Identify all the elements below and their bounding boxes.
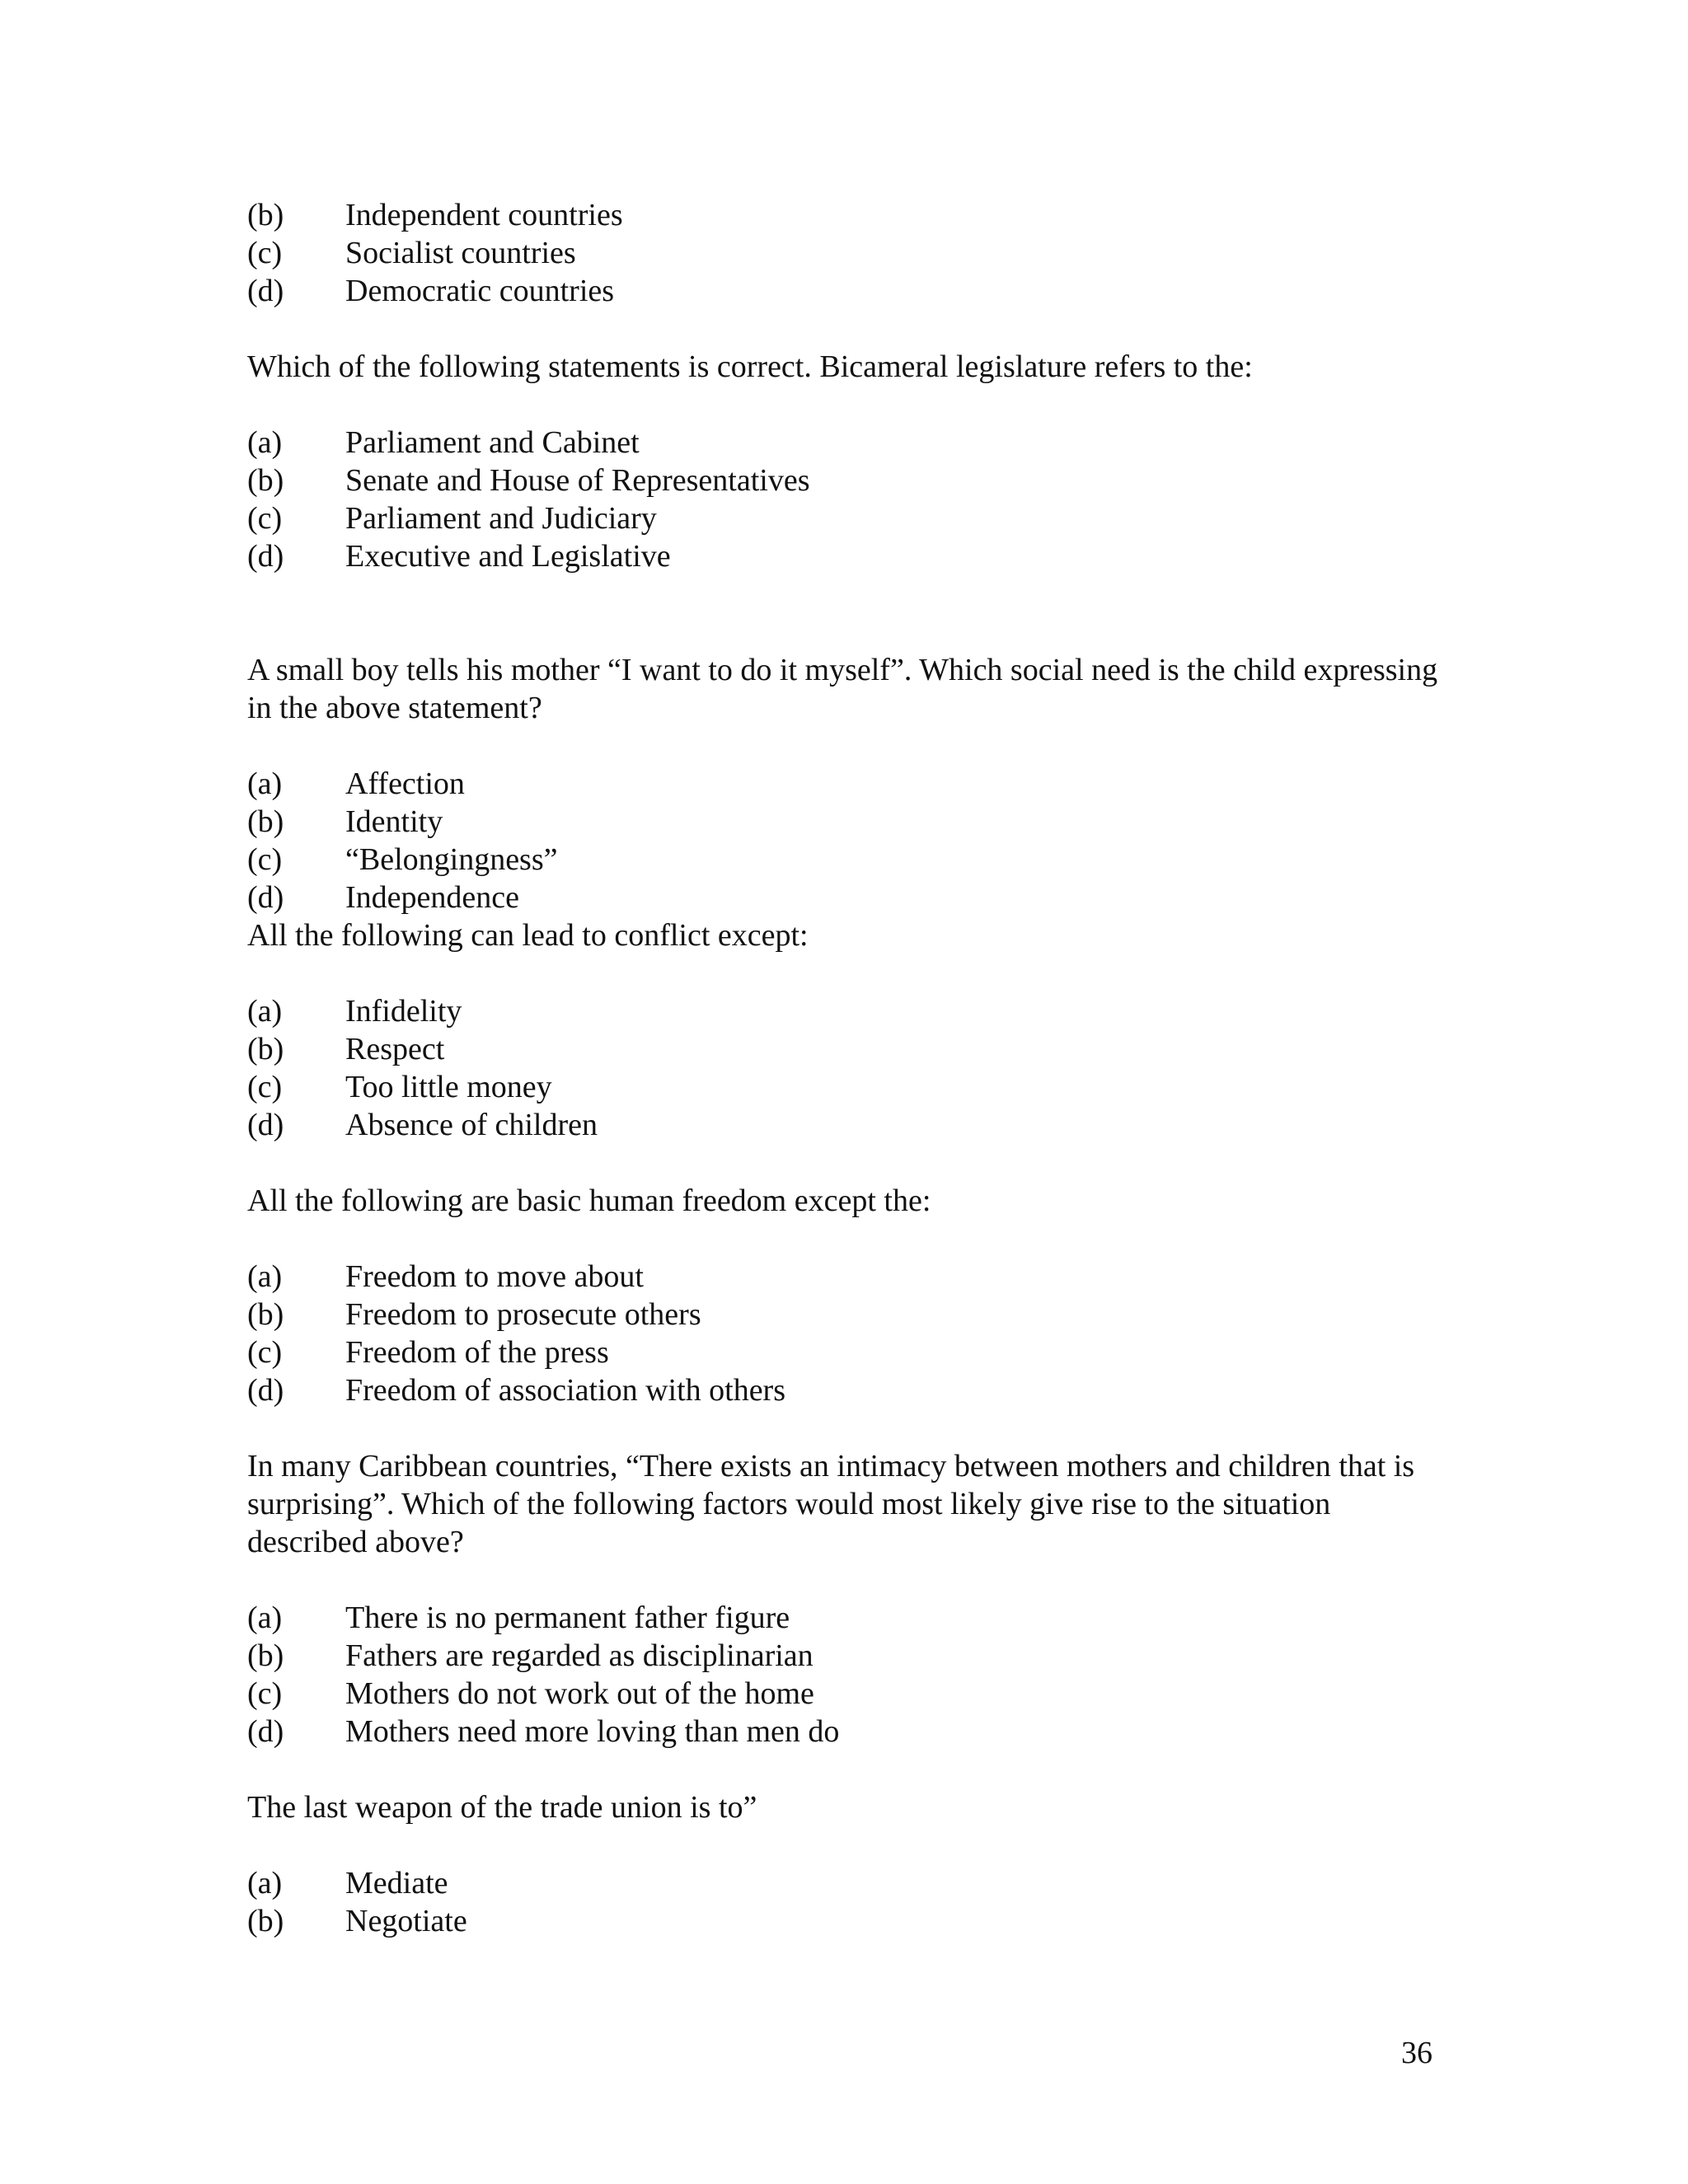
options-list-3	[247, 765, 1442, 916]
option-text: Negotiate	[345, 1904, 467, 1938]
options-list-4	[247, 992, 1442, 1144]
option-text: There is no permanent father figure	[345, 1601, 790, 1635]
option-letter: (a)	[247, 1601, 283, 1635]
option-row	[247, 1068, 1442, 1106]
options-list-7	[247, 1864, 1442, 1940]
page-content	[247, 196, 1442, 1940]
option-letter: (d)	[247, 274, 284, 308]
option-letter: (d)	[247, 1714, 284, 1749]
option-row	[247, 1106, 1442, 1144]
option-letter: (b)	[247, 1297, 284, 1332]
option-text: Parliament and Cabinet	[345, 425, 640, 460]
option-text: Independence	[345, 880, 519, 915]
options-list-6	[247, 1599, 1442, 1750]
option-row	[247, 1371, 1442, 1409]
option-text: Freedom of association with others	[345, 1373, 786, 1408]
option-letter: (c)	[247, 1335, 283, 1370]
option-text: Executive and Legislative	[345, 539, 671, 574]
option-letter: (d)	[247, 1108, 284, 1142]
option-letter: (b)	[247, 1638, 284, 1673]
option-row	[247, 1258, 1442, 1296]
option-row	[247, 992, 1442, 1030]
option-letter: (a)	[247, 1259, 283, 1294]
option-text: Independent countries	[345, 198, 623, 232]
option-text: Mothers do not work out of the home	[345, 1676, 814, 1711]
option-letter: (c)	[247, 1070, 283, 1104]
option-letter: (a)	[247, 1866, 283, 1900]
options-list-1	[247, 196, 1442, 310]
option-row	[247, 424, 1442, 462]
option-letter: (c)	[247, 236, 283, 270]
question-bicameral: Which of the following statements is correct. Bicameral legislature refers to the:	[247, 349, 1253, 384]
option-letter: (b)	[247, 1904, 284, 1938]
option-text: “Belongingness”	[345, 842, 558, 877]
option-row	[247, 765, 1442, 803]
option-letter: (a)	[247, 425, 283, 460]
option-letter: (b)	[247, 1032, 284, 1066]
option-letter: (b)	[247, 198, 284, 232]
option-row	[247, 272, 1442, 310]
option-text: Too little money	[345, 1070, 552, 1104]
option-row	[247, 1333, 1442, 1371]
option-row	[247, 234, 1442, 272]
option-row	[247, 1637, 1442, 1675]
option-text: Socialist countries	[345, 236, 576, 270]
option-letter: (c)	[247, 842, 283, 877]
option-row	[247, 1902, 1442, 1940]
question-trade-union: The last weapon of the trade union is to”	[247, 1790, 757, 1825]
option-letter: (c)	[247, 1676, 283, 1711]
option-letter: (d)	[247, 539, 284, 574]
page-number: 36	[1401, 2036, 1432, 2070]
option-row	[247, 1599, 1442, 1637]
option-letter: (d)	[247, 1373, 284, 1408]
question-human-freedom: All the following are basic human freedom except the:	[247, 1183, 931, 1218]
option-row	[247, 1296, 1442, 1333]
option-row	[247, 499, 1442, 537]
option-row	[247, 1030, 1442, 1068]
option-row	[247, 1864, 1442, 1902]
option-text: Democratic countries	[345, 274, 615, 308]
option-row	[247, 196, 1442, 234]
option-text: Senate and House of Representatives	[345, 463, 810, 498]
option-letter: (a)	[247, 994, 283, 1029]
options-list-2	[247, 424, 1442, 575]
question-caribbean: In many Caribbean countries, “There exists an intimacy between mothers and children that is surprising”. Which of the following factors would most likely give rise to the situation described above?	[247, 1449, 1415, 1559]
option-row	[247, 879, 1442, 916]
option-letter: (a)	[247, 766, 283, 801]
option-text: Infidelity	[345, 994, 462, 1029]
option-letter: (d)	[247, 880, 284, 915]
option-text: Absence of children	[345, 1108, 598, 1142]
question-conflict: All the following can lead to conflict except:	[247, 918, 809, 953]
option-text: Identity	[345, 804, 443, 839]
option-row	[247, 462, 1442, 499]
option-text: Freedom to prosecute others	[345, 1297, 701, 1332]
option-row	[247, 537, 1442, 575]
option-text: Fathers are regarded as disciplinarian	[345, 1638, 814, 1673]
option-letter: (b)	[247, 804, 284, 839]
option-text: Freedom of the press	[345, 1335, 609, 1370]
option-text: Freedom to move about	[345, 1259, 644, 1294]
option-text: Parliament and Judiciary	[345, 501, 657, 536]
option-text: Mothers need more loving than men do	[345, 1714, 840, 1749]
option-letter: (c)	[247, 501, 283, 536]
option-text: Affection	[345, 766, 465, 801]
question-social-need: A small boy tells his mother “I want to do it myself”. Which social need is the child expressing in the above statement?	[247, 653, 1438, 725]
option-text: Mediate	[345, 1866, 448, 1900]
option-row	[247, 1675, 1442, 1713]
options-list-5	[247, 1258, 1442, 1409]
option-row	[247, 841, 1442, 879]
option-row	[247, 803, 1442, 841]
option-row	[247, 1713, 1442, 1750]
option-letter: (b)	[247, 463, 284, 498]
option-text: Respect	[345, 1032, 445, 1066]
